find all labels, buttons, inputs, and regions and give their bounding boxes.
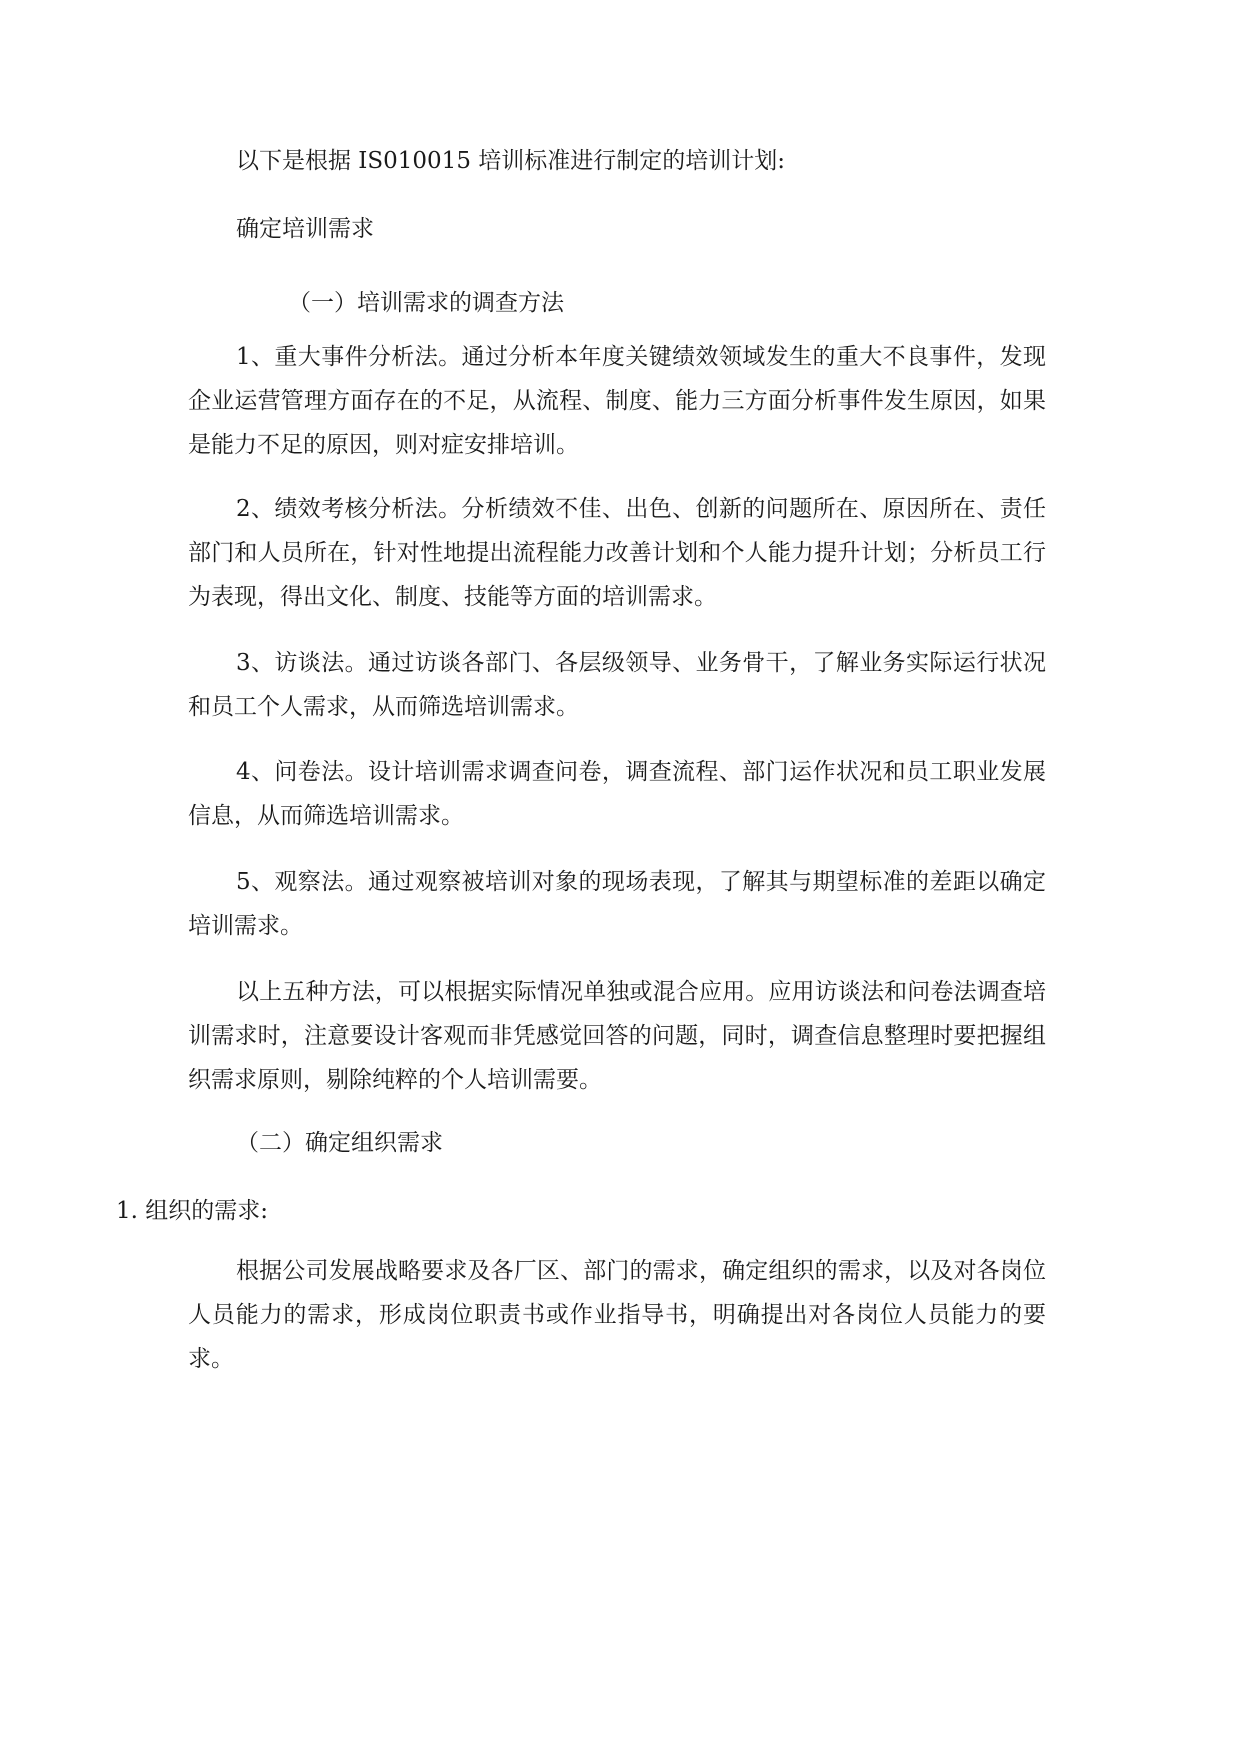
summary-paragraph: 以上五种方法，可以根据实际情况单独或混合应用。应用访谈法和问卷法调查培训需求时，注意要设计客观而非凭感觉回答的问题，同时，调查信息整理时要把握组织需求原则，剔除纯粹的个人培训需要。 <box>188 979 1046 1093</box>
method-paragraph: 1、重大事件分析法。通过分析本年度关键绩效领域发生的重大不良事件，发现企业运营管理方面存在的不足，从流程、制度、能力三方面分析事件发生原因，如果是能力不足的原因，则对症安排培训。 <box>188 344 1046 458</box>
section-title-organization-needs: （二）确定组织需求 <box>236 1130 443 1156</box>
heading-determine-training-needs: 确定培训需求 <box>236 216 374 242</box>
method-paragraph: 5、观察法。通过观察被培训对象的现场表现，了解其与期望标准的差距以确定培训需求。 <box>188 869 1046 939</box>
intro-line: 以下是根据 IS010015 培训标准进行制定的培训计划: <box>236 148 786 174</box>
organization-needs-paragraph: 根据公司发展战略要求及各厂区、部门的需求，确定组织的需求，以及对各岗位人员能力的需求，形成岗位职责书或作业指导书，明确提出对各岗位人员能力的要求。 <box>188 1258 1046 1372</box>
item-title-organization-needs: 1. 组织的需求: <box>116 1198 269 1224</box>
method-paragraph: 4、问卷法。设计培训需求调查问卷，调查流程、部门运作状况和员工职业发展信息，从而筛选培训需求。 <box>188 759 1046 829</box>
section-title-survey-methods: （一）培训需求的调查方法 <box>288 290 564 316</box>
method-paragraph: 3、访谈法。通过访谈各部门、各层级领导、业务骨干，了解业务实际运行状况和员工个人需求，从而筛选培训需求。 <box>188 650 1046 720</box>
method-paragraph: 2、绩效考核分析法。分析绩效不佳、出色、创新的问题所在、原因所在、责任部门和人员所在，针对性地提出流程能力改善计划和个人能力提升计划；分析员工行为表现，得出文化、制度、技能等方面的培训需求。 <box>188 496 1046 610</box>
